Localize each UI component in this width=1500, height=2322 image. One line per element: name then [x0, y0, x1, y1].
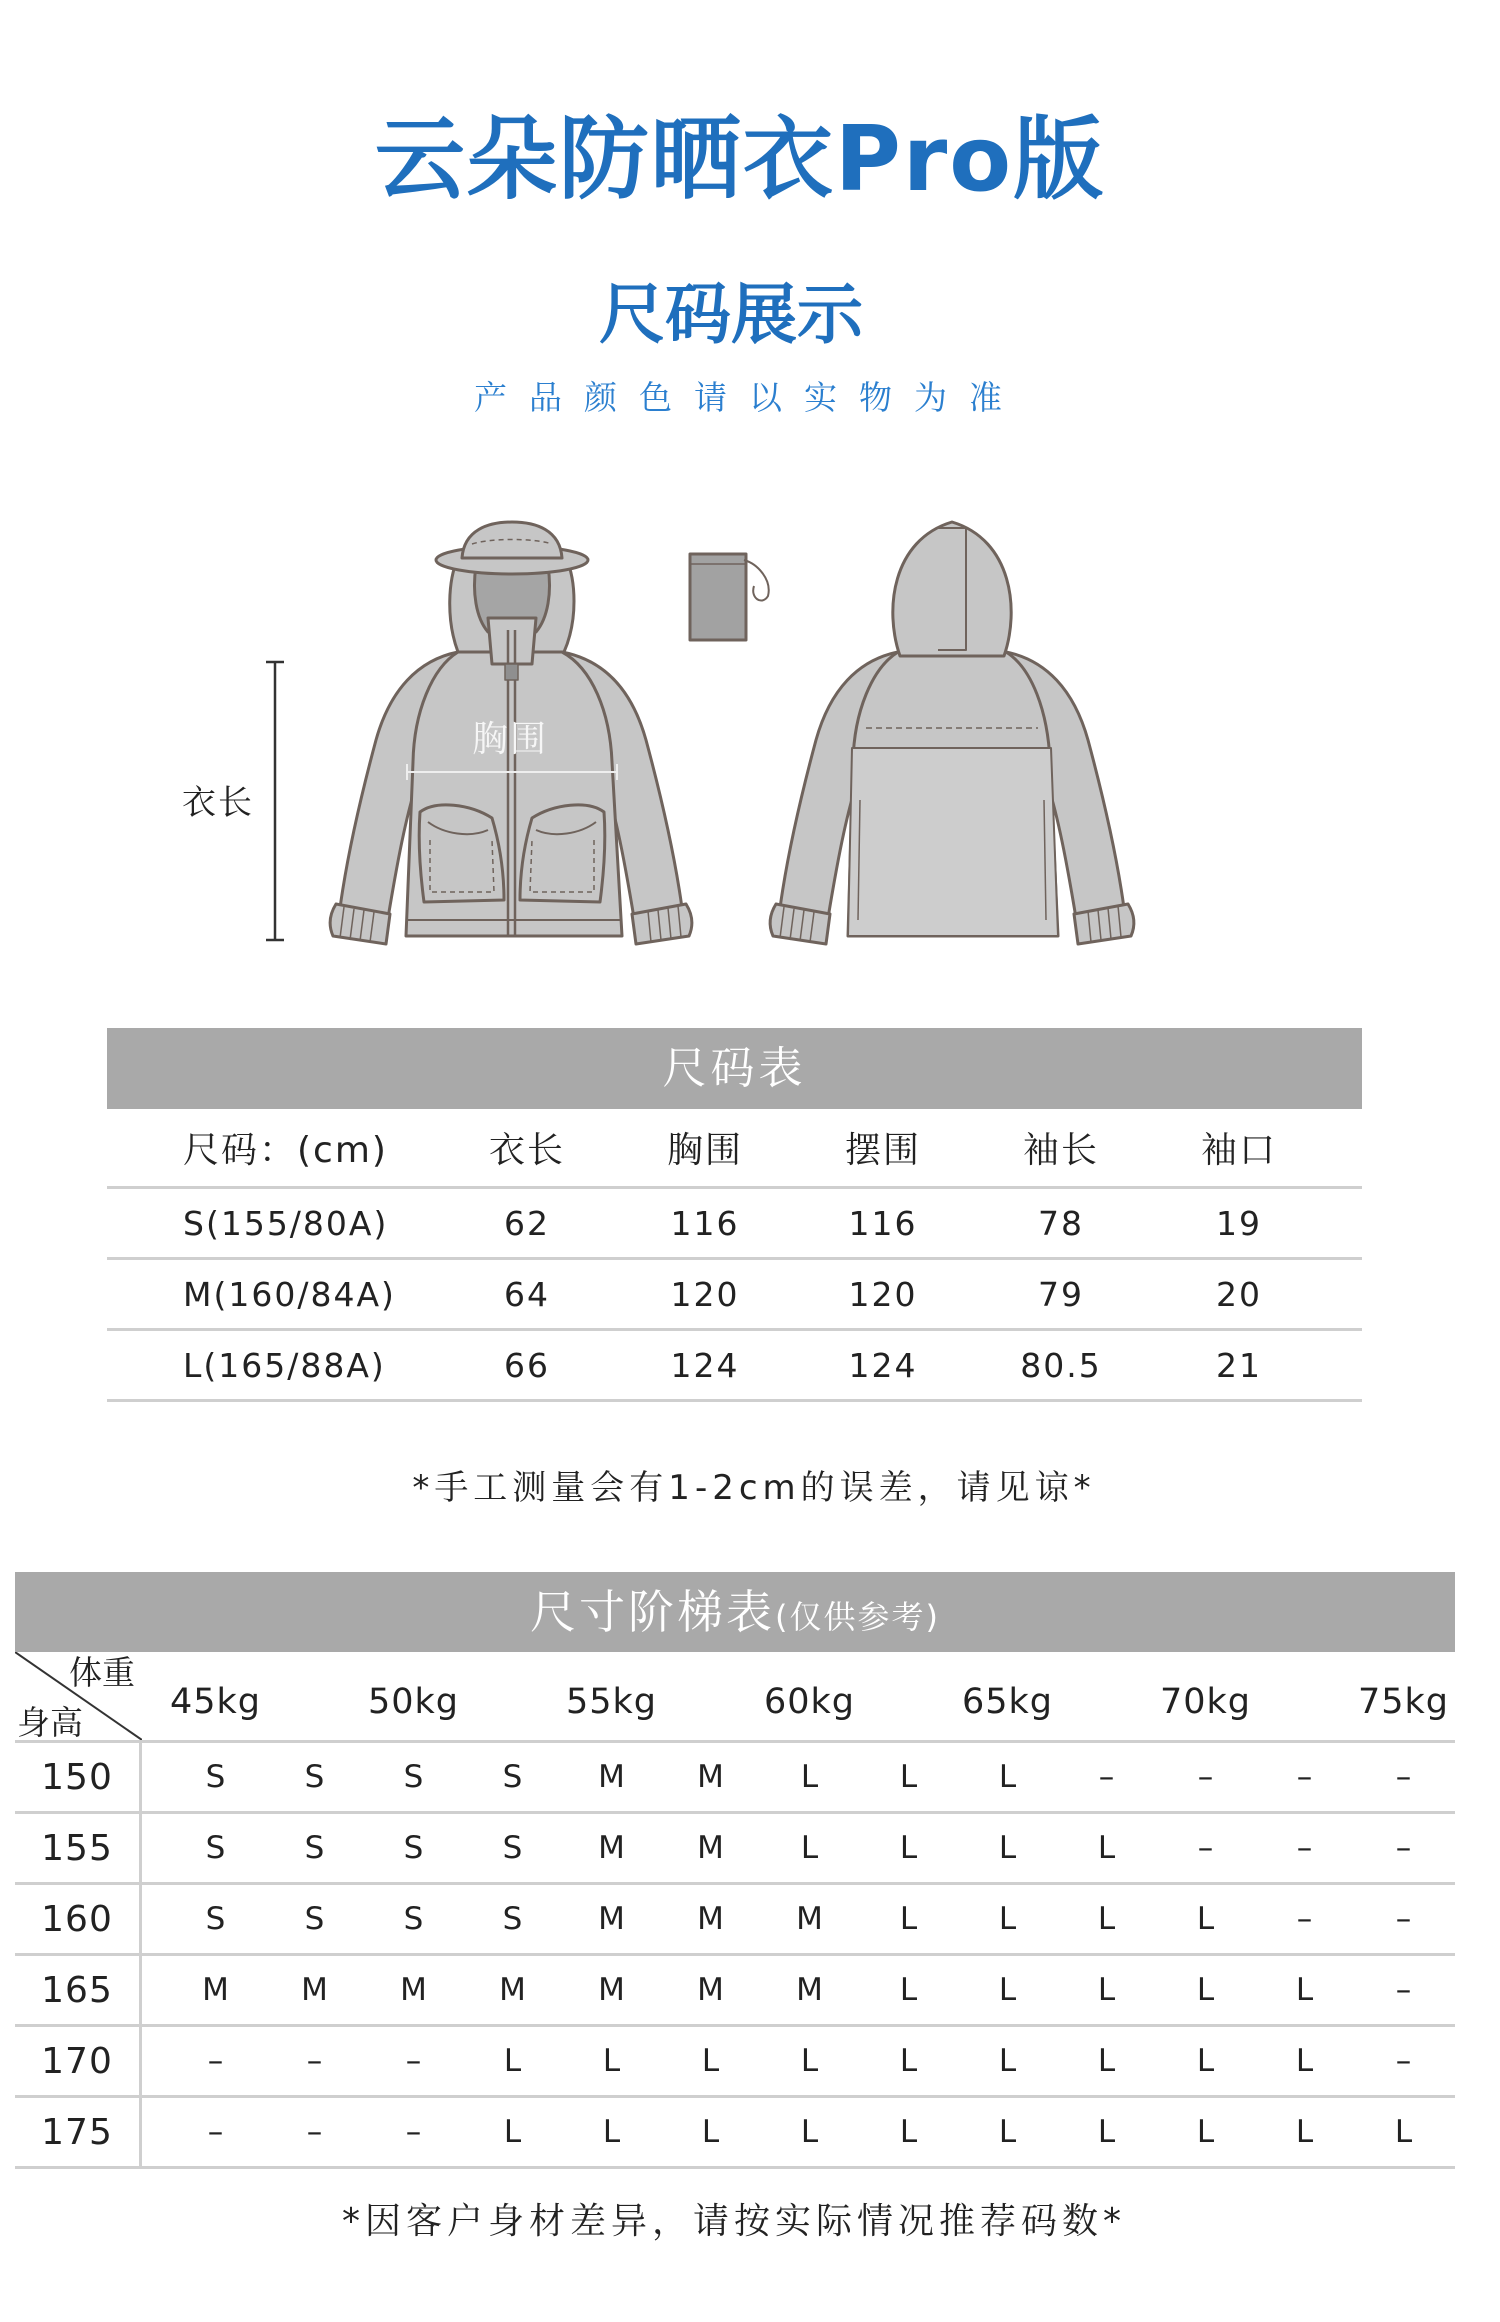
size-label: S(155/80A)	[183, 1203, 389, 1243]
size-ladder-title-note: (仅供参考)	[775, 1598, 940, 1636]
size-cell: –	[1098, 1759, 1115, 1795]
size-cell: S	[205, 1901, 226, 1937]
size-cell: –	[306, 2043, 323, 2079]
weight-label: 50kg	[367, 1682, 460, 1722]
length-label: 衣长	[182, 783, 254, 823]
size-cell: S	[304, 1901, 325, 1937]
height-label: 160	[15, 1885, 142, 1953]
size-cell: –	[1395, 2043, 1412, 2079]
size-cell: L	[1295, 1972, 1314, 2008]
size-ladder-table	[15, 1572, 1455, 2169]
size-cell: L	[1097, 2114, 1116, 2150]
size-cell: L	[899, 1901, 918, 1937]
size-cell: L	[800, 1830, 819, 1866]
size-cell: L	[899, 2043, 918, 2079]
size-cell: S	[403, 1830, 424, 1866]
size-ladder-title-bar	[15, 1572, 1455, 1652]
size-cell: S	[304, 1759, 325, 1795]
weight-axis-label: 体重	[69, 1653, 135, 1692]
height-axis-label: 身高	[17, 1703, 83, 1742]
column-header: 尺码：(cm)	[183, 1130, 388, 1171]
size-cell: L	[899, 1759, 918, 1795]
section-subtitle: 尺码展示	[599, 276, 863, 353]
back-jacket	[770, 522, 1134, 944]
table-row	[107, 1189, 1362, 1260]
table-cell: 66	[504, 1345, 550, 1385]
size-cell: –	[306, 2114, 323, 2150]
table-row	[107, 1331, 1362, 1402]
size-cell: S	[403, 1759, 424, 1795]
chest-label: 胸围	[472, 719, 549, 760]
size-cell: L	[998, 1830, 1017, 1866]
ladder-row	[15, 2027, 1455, 2098]
size-cell: L	[1196, 1972, 1215, 2008]
jacket-illustration	[0, 500, 1500, 970]
diagonal-header-cell	[15, 1652, 142, 1740]
height-label: 175	[15, 2098, 142, 2166]
size-cell: –	[1395, 1901, 1412, 1937]
ladder-row	[15, 1956, 1455, 2027]
size-cell: L	[998, 2043, 1017, 2079]
size-cell: L	[800, 2043, 819, 2079]
size-cell: L	[1196, 2043, 1215, 2079]
size-cell: L	[701, 2114, 720, 2150]
size-cell: L	[800, 2114, 819, 2150]
weight-label: 75kg	[1357, 1682, 1450, 1722]
size-cell: L	[1196, 2114, 1215, 2150]
table-cell: 120	[848, 1274, 918, 1314]
table-cell: 124	[848, 1345, 918, 1385]
table-cell: 20	[1216, 1274, 1262, 1314]
size-cell: M	[697, 1759, 724, 1795]
table-cell: 21	[1216, 1345, 1262, 1385]
size-cell: L	[602, 2114, 621, 2150]
size-cell: L	[899, 2114, 918, 2150]
height-label: 170	[15, 2027, 142, 2095]
column-header: 摆围	[844, 1130, 921, 1171]
height-label: 165	[15, 1956, 142, 2024]
height-label: 155	[15, 1814, 142, 1882]
column-header: 袖长	[1022, 1130, 1099, 1171]
size-cell: M	[697, 1901, 724, 1937]
weight-label: 70kg	[1159, 1682, 1252, 1722]
size-cell: –	[1395, 1759, 1412, 1795]
table-cell: 64	[504, 1274, 550, 1314]
size-cell: –	[1296, 1759, 1313, 1795]
table-cell: 79	[1038, 1274, 1084, 1314]
size-cell: S	[502, 1901, 523, 1937]
size-cell: M	[598, 1759, 625, 1795]
size-cell: M	[301, 1972, 328, 2008]
size-cell: L	[1097, 1830, 1116, 1866]
size-cell: L	[503, 2114, 522, 2150]
column-header: 袖口	[1200, 1130, 1277, 1171]
size-label: M(160/84A)	[183, 1274, 396, 1314]
weight-label: 55kg	[565, 1682, 658, 1722]
size-cell: S	[502, 1759, 523, 1795]
size-cell: M	[697, 1830, 724, 1866]
size-cell: L	[602, 2043, 621, 2079]
size-cell: L	[1295, 2114, 1314, 2150]
size-cell: L	[1097, 2043, 1116, 2079]
size-cell: L	[800, 1759, 819, 1795]
ladder-row	[15, 1814, 1455, 1885]
column-header: 衣长	[488, 1130, 565, 1171]
table-cell: 78	[1038, 1203, 1084, 1243]
size-table-header	[107, 1109, 1362, 1189]
weight-label: 65kg	[961, 1682, 1054, 1722]
table-row	[107, 1260, 1362, 1331]
ladder-row	[15, 2098, 1455, 2169]
size-cell: S	[304, 1830, 325, 1866]
table-cell: 120	[670, 1274, 740, 1314]
size-cell: S	[403, 1901, 424, 1937]
size-cell: L	[998, 1759, 1017, 1795]
size-cell: –	[405, 2114, 422, 2150]
size-table-title: 尺码表	[107, 1028, 1362, 1109]
size-cell: M	[400, 1972, 427, 2008]
size-cell: L	[899, 1972, 918, 2008]
size-cell: L	[701, 2043, 720, 2079]
size-ladder-title: 尺寸阶梯表	[530, 1585, 775, 1639]
size-cell: –	[405, 2043, 422, 2079]
size-cell: –	[1296, 1830, 1313, 1866]
color-disclaimer: 产品颜色请以实物为准	[474, 378, 1024, 417]
size-label: L(165/88A)	[183, 1345, 386, 1385]
size-cell: L	[1295, 2043, 1314, 2079]
height-label: 150	[15, 1743, 142, 1811]
size-table	[107, 1109, 1362, 1402]
measurement-footnote: *手工测量会有1-2cm的误差，请见谅*	[412, 1468, 1096, 1508]
size-cell: S	[205, 1759, 226, 1795]
size-cell: M	[499, 1972, 526, 2008]
weight-label: 60kg	[763, 1682, 856, 1722]
size-cell: S	[502, 1830, 523, 1866]
size-cell: M	[697, 1972, 724, 2008]
size-cell: L	[998, 1901, 1017, 1937]
size-cell: L	[899, 1830, 918, 1866]
weight-label: 45kg	[169, 1682, 262, 1722]
size-cell: M	[796, 1972, 823, 2008]
table-cell: 124	[670, 1345, 740, 1385]
ladder-row	[15, 1743, 1455, 1814]
storage-pouch	[690, 554, 769, 640]
size-cell: –	[1197, 1759, 1214, 1795]
size-cell: M	[598, 1901, 625, 1937]
size-cell: L	[1097, 1901, 1116, 1937]
size-cell: L	[1196, 1901, 1215, 1937]
table-cell: 62	[504, 1203, 550, 1243]
column-header: 胸围	[666, 1130, 743, 1171]
size-cell: S	[205, 1830, 226, 1866]
size-cell: M	[202, 1972, 229, 2008]
size-cell: –	[1296, 1901, 1313, 1937]
size-cell: M	[598, 1972, 625, 2008]
table-cell: 116	[848, 1203, 918, 1243]
ladder-row	[15, 1885, 1455, 1956]
table-cell: 116	[670, 1203, 740, 1243]
size-cell: –	[1395, 1972, 1412, 2008]
size-cell: L	[998, 2114, 1017, 2150]
length-measure-line	[266, 662, 284, 940]
size-cell: –	[1197, 1830, 1214, 1866]
size-cell: M	[598, 1830, 625, 1866]
table-cell: 19	[1216, 1203, 1262, 1243]
product-title: 云朵防晒衣Pro版	[374, 107, 1106, 212]
table-cell: 80.5	[1020, 1345, 1102, 1385]
recommendation-footnote: *因客户身材差异，请按实际情况推荐码数*	[341, 2201, 1126, 2242]
size-cell: L	[1394, 2114, 1413, 2150]
size-cell: L	[503, 2043, 522, 2079]
size-cell: –	[207, 2043, 224, 2079]
size-cell: L	[998, 1972, 1017, 2008]
size-ladder-header	[15, 1652, 1455, 1743]
size-cell: M	[796, 1901, 823, 1937]
size-cell: –	[1395, 1830, 1412, 1866]
size-cell: L	[1097, 1972, 1116, 2008]
size-cell: –	[207, 2114, 224, 2150]
